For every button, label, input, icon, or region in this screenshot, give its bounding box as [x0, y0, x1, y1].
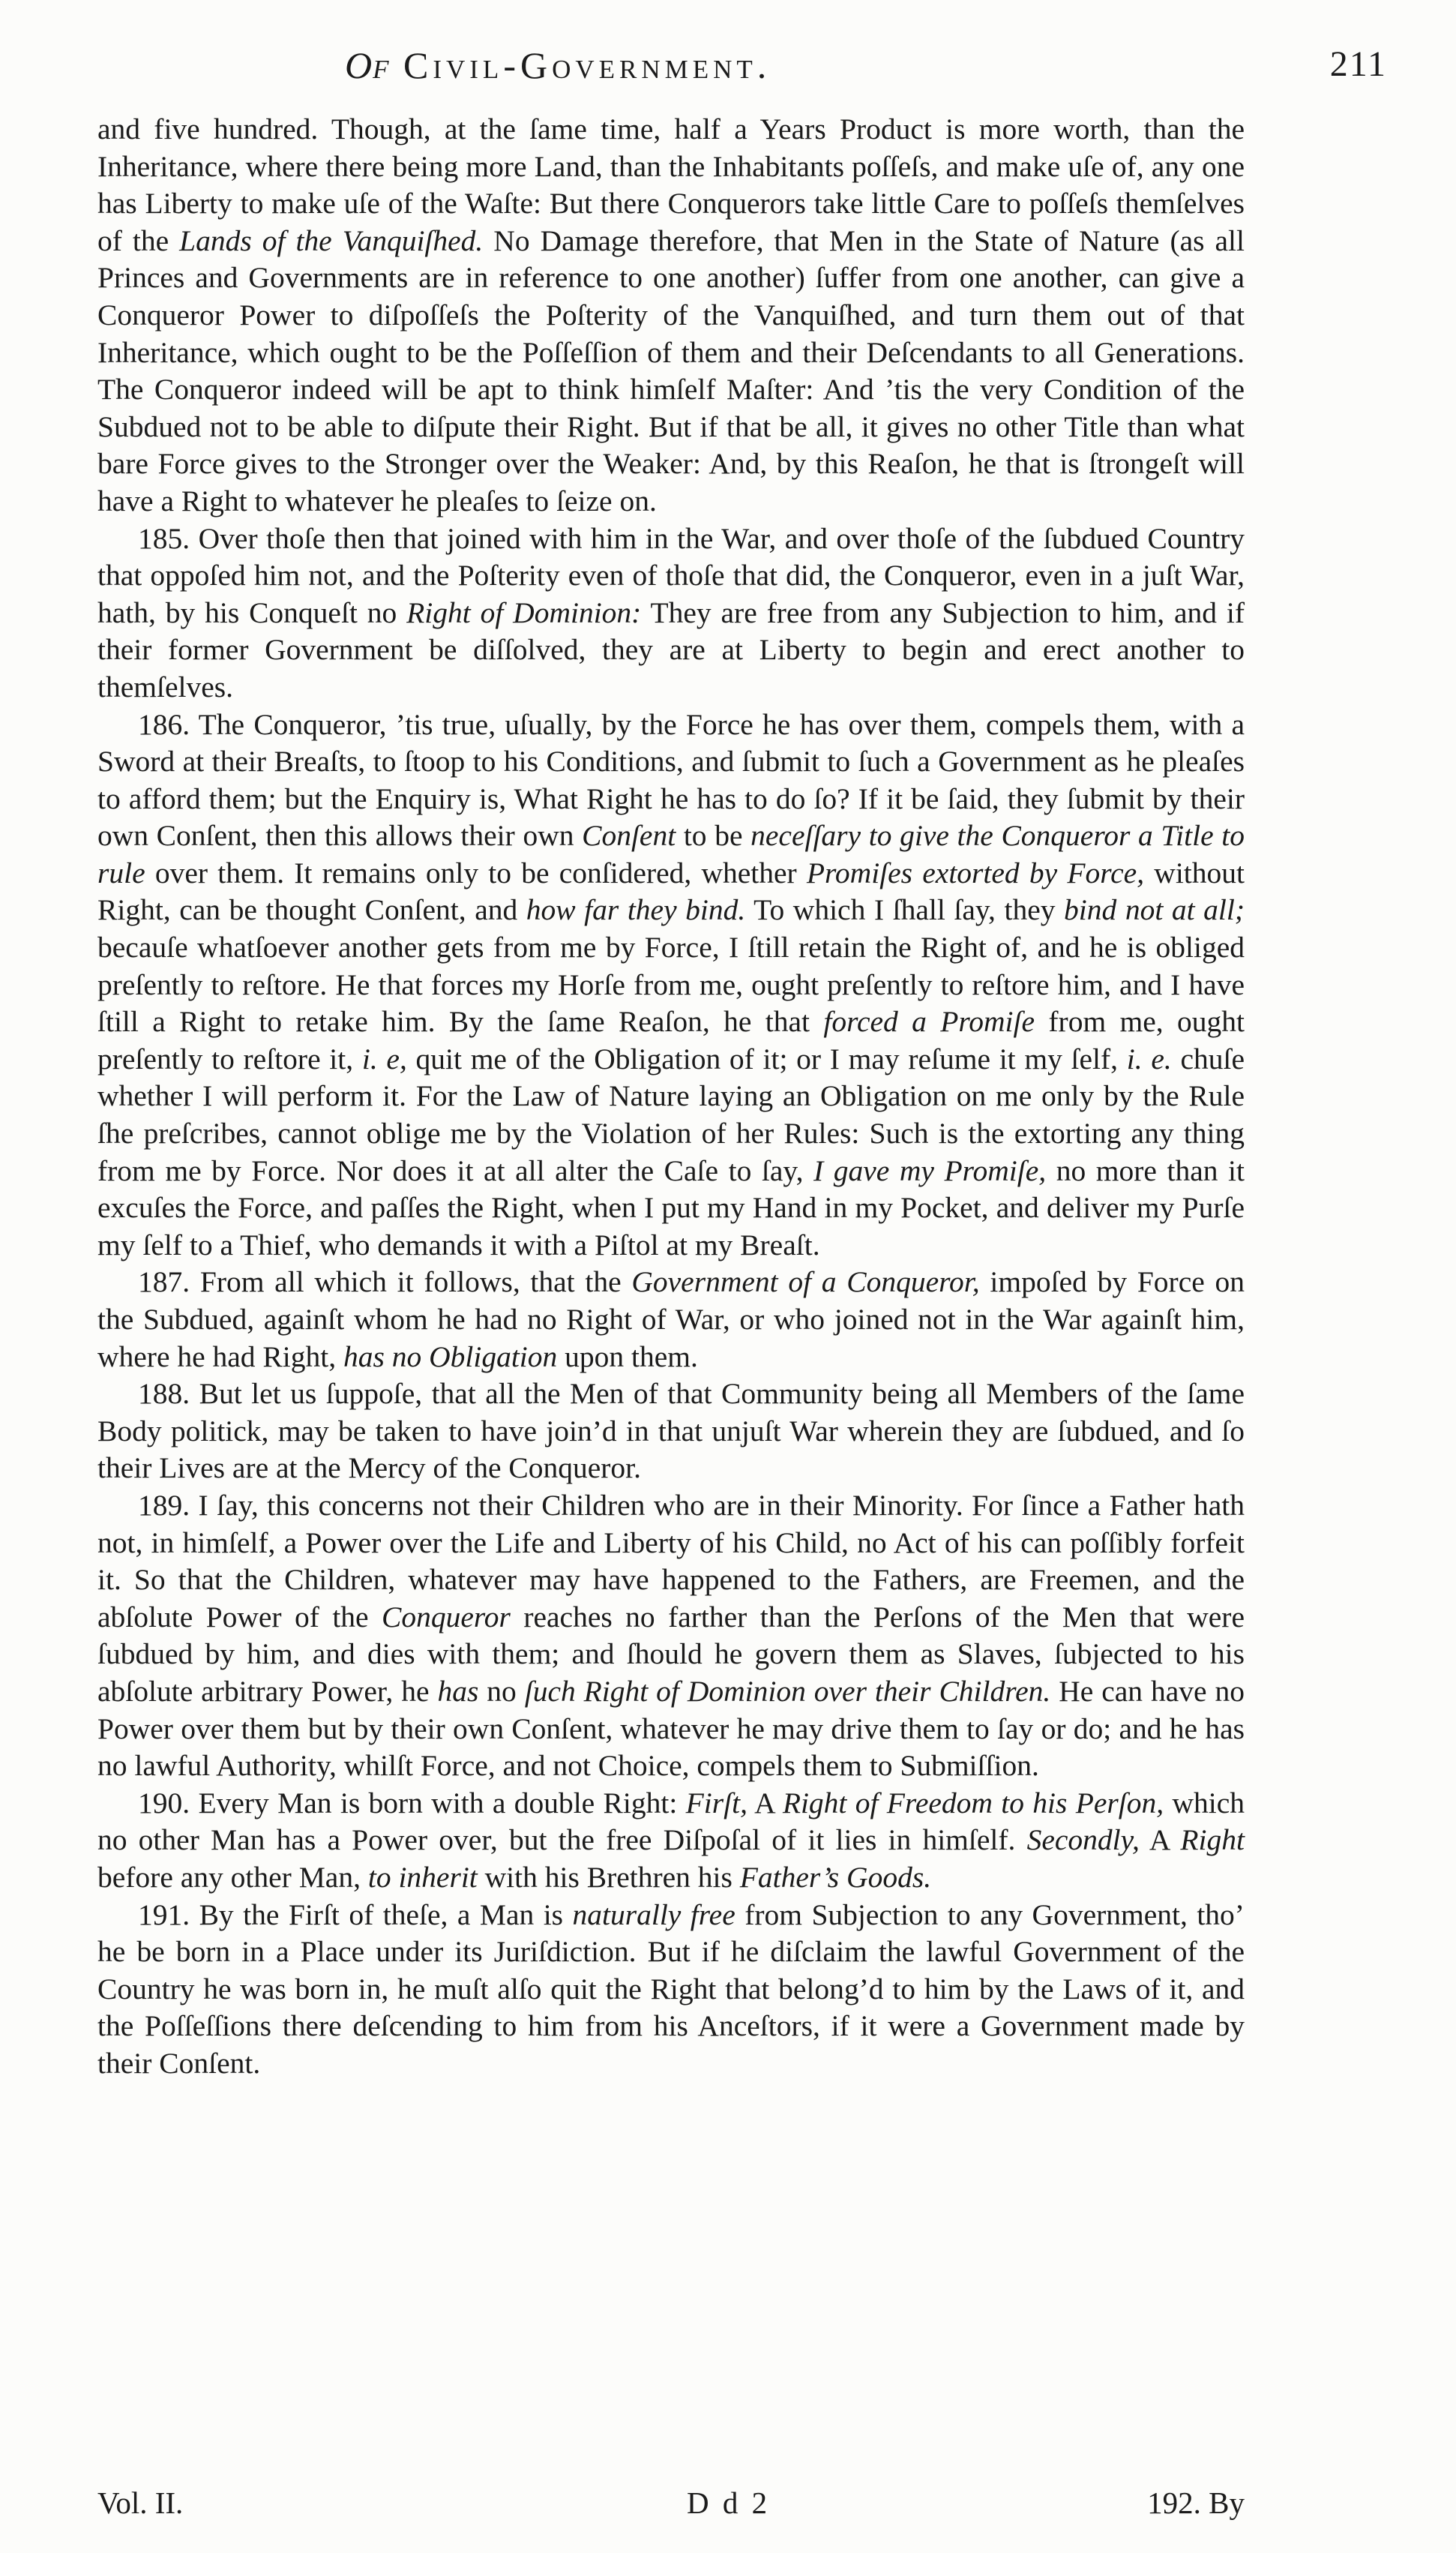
italic-run: to inherit [367, 1860, 478, 1894]
text-run: 187. From all which it follows, that the [138, 1265, 632, 1299]
text-run: They are free from any Subjection to him, and if their former Government be diſſolved, they are at Liberty to begin and erect another to themſelves. [97, 596, 1245, 704]
running-title [345, 44, 771, 87]
text-run: A [747, 1786, 783, 1820]
body-text [97, 111, 1245, 2082]
text-run: and five hundred. Though, at the ſame time, half a Years Product is more worth, than the Inheritance, where there being more Land, than the Inhabitants poſſeſs, and make uſe of, any one has Liberty to make uſe of the Waſte: But there Conquerors take little Care to poſſeſs themſelves of the [97, 112, 1245, 257]
italic-run: i. e, [361, 1042, 407, 1076]
text-run: 190. Every Man is born with a double Right: [138, 1786, 686, 1820]
text-run: no [478, 1674, 525, 1708]
text-run: No Damage therefore, that Men in the State of Nature (as all Princes and Governments are in reference to one another) ſuffer from one another, can give a Conqueror Power to diſpoſſeſs the Poſterity of the Vanquiſhed, and turn them out of that Inheritance, which ought to be the Poſſeſſion of them and their Deſcendants to all Generations. The Conqueror indeed will be apt to think himſelf Maſter: And ’tis the very Condition of the Subdued not to be able to diſpute their Right. But if that be all, it gives no other Title than what bare Force gives to the Stronger over the Weaker: And, by this Reaſon, he that is ſtrongeſt will have a Right to whatever he pleaſes to ſeize on. [97, 224, 1245, 518]
text-run: To which I ſhall ſay, they [745, 893, 1065, 927]
text-run: 186. The Conqueror, ’tis true, uſually, by the Force he has over them, compels them, with a Sword at their Breaſts, to ſtoop to his Conditions, and ſubmit to ſuch a Government as he pleaſes to afford them; but the Enquiry is, What Right he has to do ſo? If it be ſaid, they ſubmit by their own Conſent, then this allows their own [97, 707, 1245, 853]
italic-run: i. e. [1126, 1042, 1172, 1076]
italic-run: has no Obligation [343, 1340, 558, 1373]
italic-run: Promiſes extorted by Force, [806, 856, 1145, 890]
section-186 [97, 706, 1245, 1264]
section-189 [97, 1487, 1245, 1785]
text-run: becauſe whatſoever another gets from me by Force, I ſtill retain the Right of, and he is obliged preſently to reſtore. He that forces my Horſe from me, ought preſently to reſtore him, and I have ſtill a Right to retake him. By the ſame Reaſon, he that [97, 931, 1245, 1039]
text-run: over them. It remains only to be conſidered, whether [145, 856, 807, 890]
text-run: no more than it excuſes the Force, and paſſes the Right, when I put my Hand in my Pocket, and deliver my Purſe my ſelf to a Thief, who demands it with a Piſtol at my Breaſt. [97, 1154, 1245, 1262]
text-run: to be [676, 819, 751, 853]
section-188 [97, 1376, 1245, 1487]
italic-run: forced a Promiſe [823, 1005, 1035, 1039]
running-title-prefix: Of [345, 44, 390, 86]
italic-run: has [437, 1674, 479, 1708]
paragraph [97, 111, 1245, 520]
catchword: 192. By [1147, 2486, 1245, 2520]
signature-mark: D d 2 [687, 2486, 771, 2520]
italic-run: I gave my Promiſe, [813, 1154, 1047, 1187]
italic-run: ſuch Right of Dominion over their Children. [524, 1674, 1051, 1708]
italic-run: Conſent [582, 819, 676, 853]
text-run: without Right, can be thought Conſent, and [97, 856, 1245, 927]
italic-run: Right [1180, 1823, 1245, 1857]
italic-run: Lands of the Vanquiſhed. [179, 224, 484, 257]
volume-label: Vol. II. [97, 2486, 184, 2520]
text-run: quit me of the Obligation of it; or I may reſume it my ſelf, [406, 1042, 1127, 1076]
italic-run: naturally free [572, 1898, 735, 1931]
text-run: 188. But let us ſuppoſe, that all the Men of that Community being all Members of the ſame Body politick, may be taken to have join’d in that unjuſt War wherein they are ſubdued, and ſo their Lives are at the Mercy of the Conqueror. [97, 1377, 1245, 1485]
text-run: 189. I ſay, this concerns not their Children who are in their Minority. For ſince a Father hath not, in himſelf, a Power over the Life and Liberty of his Child, no Act of his can poſſibly forfeit it. So that the Children, whatever may have happened to the Fathers, are Freemen, and the abſolute Power of the [97, 1488, 1245, 1634]
text-run: reaches no farther than the Perſons of the Men that were ſubdued by him, and dies with them; and ſhould he govern them as Slaves, ſubjected to his abſolute arbitrary Power, he [97, 1600, 1245, 1708]
text-run: which no other Man has a Power over, but the free Diſpoſal of it lies in himſelf. [97, 1786, 1245, 1857]
page-footer [97, 2485, 1245, 2527]
running-head [97, 44, 1387, 96]
italic-run: Firſt, [685, 1786, 747, 1820]
text-run: impoſed by Force on the Subdued, againſt whom he had no Right of War, or who joined not in the War againſt him, where he had Right, [97, 1265, 1245, 1373]
text-run: He can have no Power over them but by their own Conſent, whatever he may drive them to ſay or do; and he has no lawful Authority, whilſt Force, and not Choice, compels them to Submiſſion. [97, 1674, 1245, 1783]
text-run: with his Brethren his [477, 1860, 740, 1894]
italic-run: Right of Freedom to his Perſon, [782, 1786, 1164, 1820]
text-run: from Subjection to any Government, tho’ he be born in a Place under its Juriſdiction. But if he diſclaim the lawful Government of the Country he was born in, he muſt alſo quit the Right that belong’d to him by the Laws of it, and the Poſſeſſions there deſcending to him from his Anceſtors, if it were a Government made by their Conſent. [97, 1898, 1245, 2080]
text-run: chuſe whether I will perform it. For the Law of Nature laying an Obligation on me only by the Rule ſhe preſcribes, cannot oblige me by the Violation of her Rules: Such is the extorting any thing from me by Force. Nor does it at all alter the Caſe to ſay, [97, 1042, 1245, 1187]
page-number: 211 [1329, 44, 1387, 84]
text-run: upon them. [557, 1340, 698, 1373]
text-run: 191. By the Firſt of theſe, a Man is [138, 1898, 573, 1931]
italic-run: Right of Dominion: [406, 596, 642, 629]
italic-run: Father’s Goods. [739, 1860, 932, 1894]
text-run: A [1139, 1823, 1181, 1857]
italic-run: bind not at all; [1064, 893, 1245, 927]
italic-run: how far they bind. [526, 893, 746, 927]
running-title-main: Civil-Government. [403, 44, 771, 86]
section-185 [97, 520, 1245, 706]
italic-run: Conqueror [382, 1600, 511, 1634]
text-run: from me, ought preſently to reſtore it, [97, 1005, 1245, 1076]
italic-run: neceſſary to give the Conqueror a Title to rule [97, 819, 1245, 890]
section-190 [97, 1785, 1245, 1897]
section-191 [97, 1897, 1245, 2083]
section-187 [97, 1264, 1245, 1376]
text-run: 185. Over thoſe then that joined with him in the War, and over thoſe of the ſubdued Country that oppoſed him not, and the Poſterity even of thoſe that did, the Conqueror, even in a juſt War, hath, by his Conqueſt no [97, 521, 1245, 629]
text-run: before any other Man, [97, 1860, 368, 1894]
italic-run: Government of a Conqueror, [631, 1265, 980, 1299]
italic-run: Secondly, [1026, 1823, 1140, 1857]
